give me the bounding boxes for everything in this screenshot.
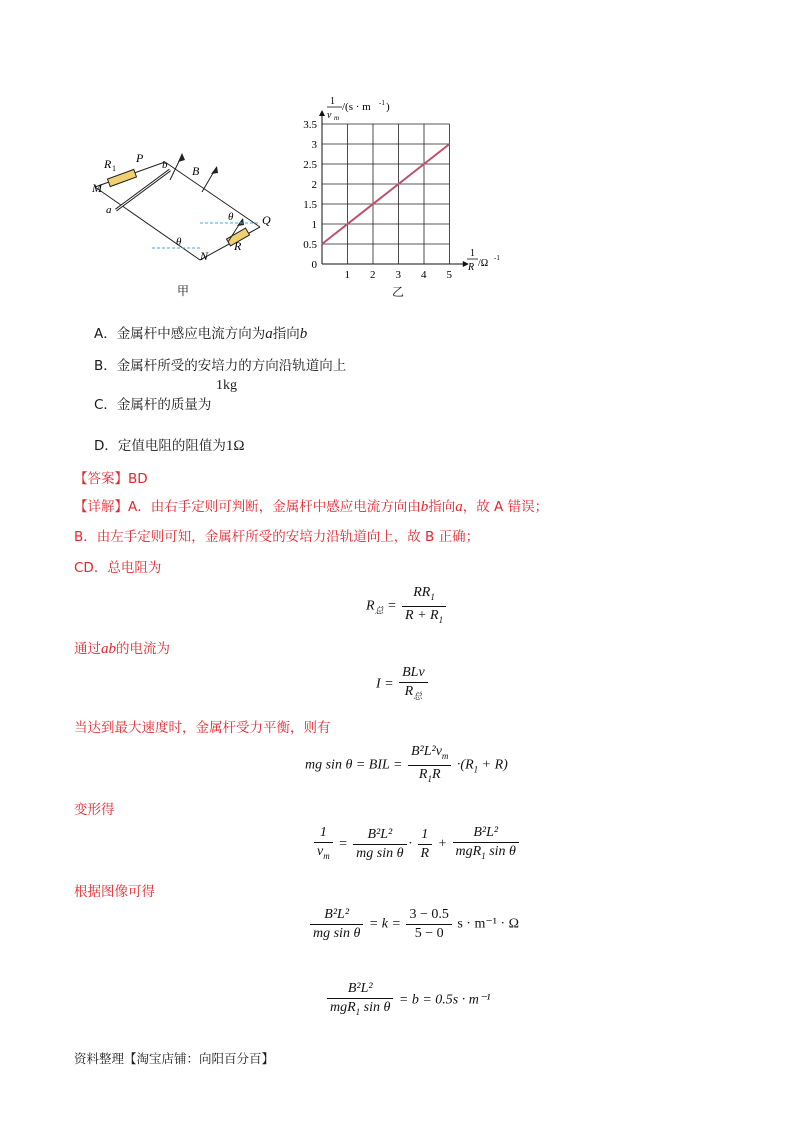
detail-line-5: 当达到最大速度时，金属杆受力平衡，则有 xyxy=(74,720,331,736)
equation-intercept: $\frac{\text{B²L²}}{mgR_1 \sin \theta}$ = b = 0.5s · m⁻¹ xyxy=(325,980,490,1021)
y-label-num: 1 xyxy=(330,96,335,107)
x-tick-label: 2 xyxy=(370,269,376,281)
option-d: D．定值电阻的阻值为1Ω xyxy=(94,438,245,454)
label-R1-sub: 1 xyxy=(112,164,116,173)
y-tick-label: 0.5 xyxy=(303,239,317,251)
footer: 资料整理【淘宝店铺：向阳百分百】 xyxy=(74,1051,275,1066)
x-tick-label: 1 xyxy=(344,269,350,281)
label-P: P xyxy=(136,151,144,165)
equation-current: I = $\frac{\text{BLv}}{R_总}$ xyxy=(376,664,430,705)
equation-transformed: $\frac{1}{v_m}$ = $\frac{\text{B²L²}}{\text{mg sin θ}}$ · $\frac{1}{R}$ + $\frac{\text{B²L²}}{mgR_1 \sin \theta}$ xyxy=(312,824,521,865)
detail-line-2: B．由左手定则可知，金属杆所受的安培力沿轨道向上，故 B 正确； xyxy=(74,529,480,545)
answer: 【答案】BD xyxy=(74,471,148,487)
y-tick-label: 3 xyxy=(311,139,317,151)
x-label-unit: /Ω xyxy=(478,258,489,269)
option-b: B．金属杆所受的安培力的方向沿轨道向上 xyxy=(94,358,347,374)
option-c-value: 1kg xyxy=(216,378,237,393)
detail-line-7: 根据图像可得 xyxy=(74,884,155,900)
caption-yi: 乙 xyxy=(392,285,405,299)
series-line xyxy=(322,144,450,244)
y-label-unit: /(s · m xyxy=(342,101,371,113)
detail-line-1: 【详解】A．由右手定则可判断，金属杆中感应电流方向由b指向a，故 A 错误； xyxy=(74,499,549,515)
x-tick-label: 4 xyxy=(421,269,427,281)
label-N: N xyxy=(200,249,209,263)
chart-series xyxy=(322,144,450,244)
y-tick-label: 3.5 xyxy=(303,119,317,131)
label-R1: R xyxy=(104,157,112,171)
caption-jia: 甲 xyxy=(177,284,190,298)
x-label-unit-sup: -1 xyxy=(494,254,500,262)
x-tick-label: 3 xyxy=(395,269,401,281)
label-theta-2: θ xyxy=(228,211,234,223)
detail-line-3: CD．总电阻为 xyxy=(74,560,162,576)
y-tick-label: 1 xyxy=(311,219,317,231)
label-theta-1: θ xyxy=(176,236,182,248)
label-a: a xyxy=(106,204,112,216)
y-tick-label: 0 xyxy=(311,259,317,271)
y-label-unit-close: ) xyxy=(386,101,390,113)
label-R: R xyxy=(234,239,242,253)
figure-jia xyxy=(70,140,280,300)
label-Q: Q xyxy=(262,213,271,227)
option-c: C．金属杆的质量为 xyxy=(94,397,212,413)
detail-line-6: 变形得 xyxy=(74,802,115,818)
label-M: M xyxy=(92,181,102,195)
y-axis-arrow xyxy=(319,110,325,116)
option-a: A．金属杆中感应电流方向为a指向b xyxy=(94,326,308,342)
y-tick-label: 1.5 xyxy=(303,199,317,211)
y-label-unit-sup: -1 xyxy=(379,99,385,107)
y-tick-label: 2.5 xyxy=(303,159,317,171)
x-label-den: R xyxy=(468,262,475,273)
equation-balance: mg sin θ = BIL = $\frac{B^2L^2v_m}{R_1R}$ $\cdot(R_1 + R)$ xyxy=(305,744,508,784)
x-label-num: 1 xyxy=(470,248,475,259)
y-label-den-sub: m xyxy=(334,114,340,122)
chart-yi xyxy=(300,92,520,297)
label-b: b xyxy=(162,159,168,171)
x-tick-label: 5 xyxy=(446,269,452,281)
detail-line-4: 通过ab的电流为 xyxy=(74,641,170,657)
label-B: B xyxy=(192,164,200,178)
y-label-den: v xyxy=(327,110,332,121)
equation-total-resistance: $R_总$ = $\frac{RR_1}{R + R_1}$ xyxy=(366,584,448,629)
equation-slope: $\frac{\text{B²L²}}{\text{mg sin θ}}$ = k = $\frac{3 - 0.5}{5 - 0}$ s · m⁻¹ · Ω xyxy=(308,906,519,943)
y-tick-label: 2 xyxy=(311,179,317,191)
